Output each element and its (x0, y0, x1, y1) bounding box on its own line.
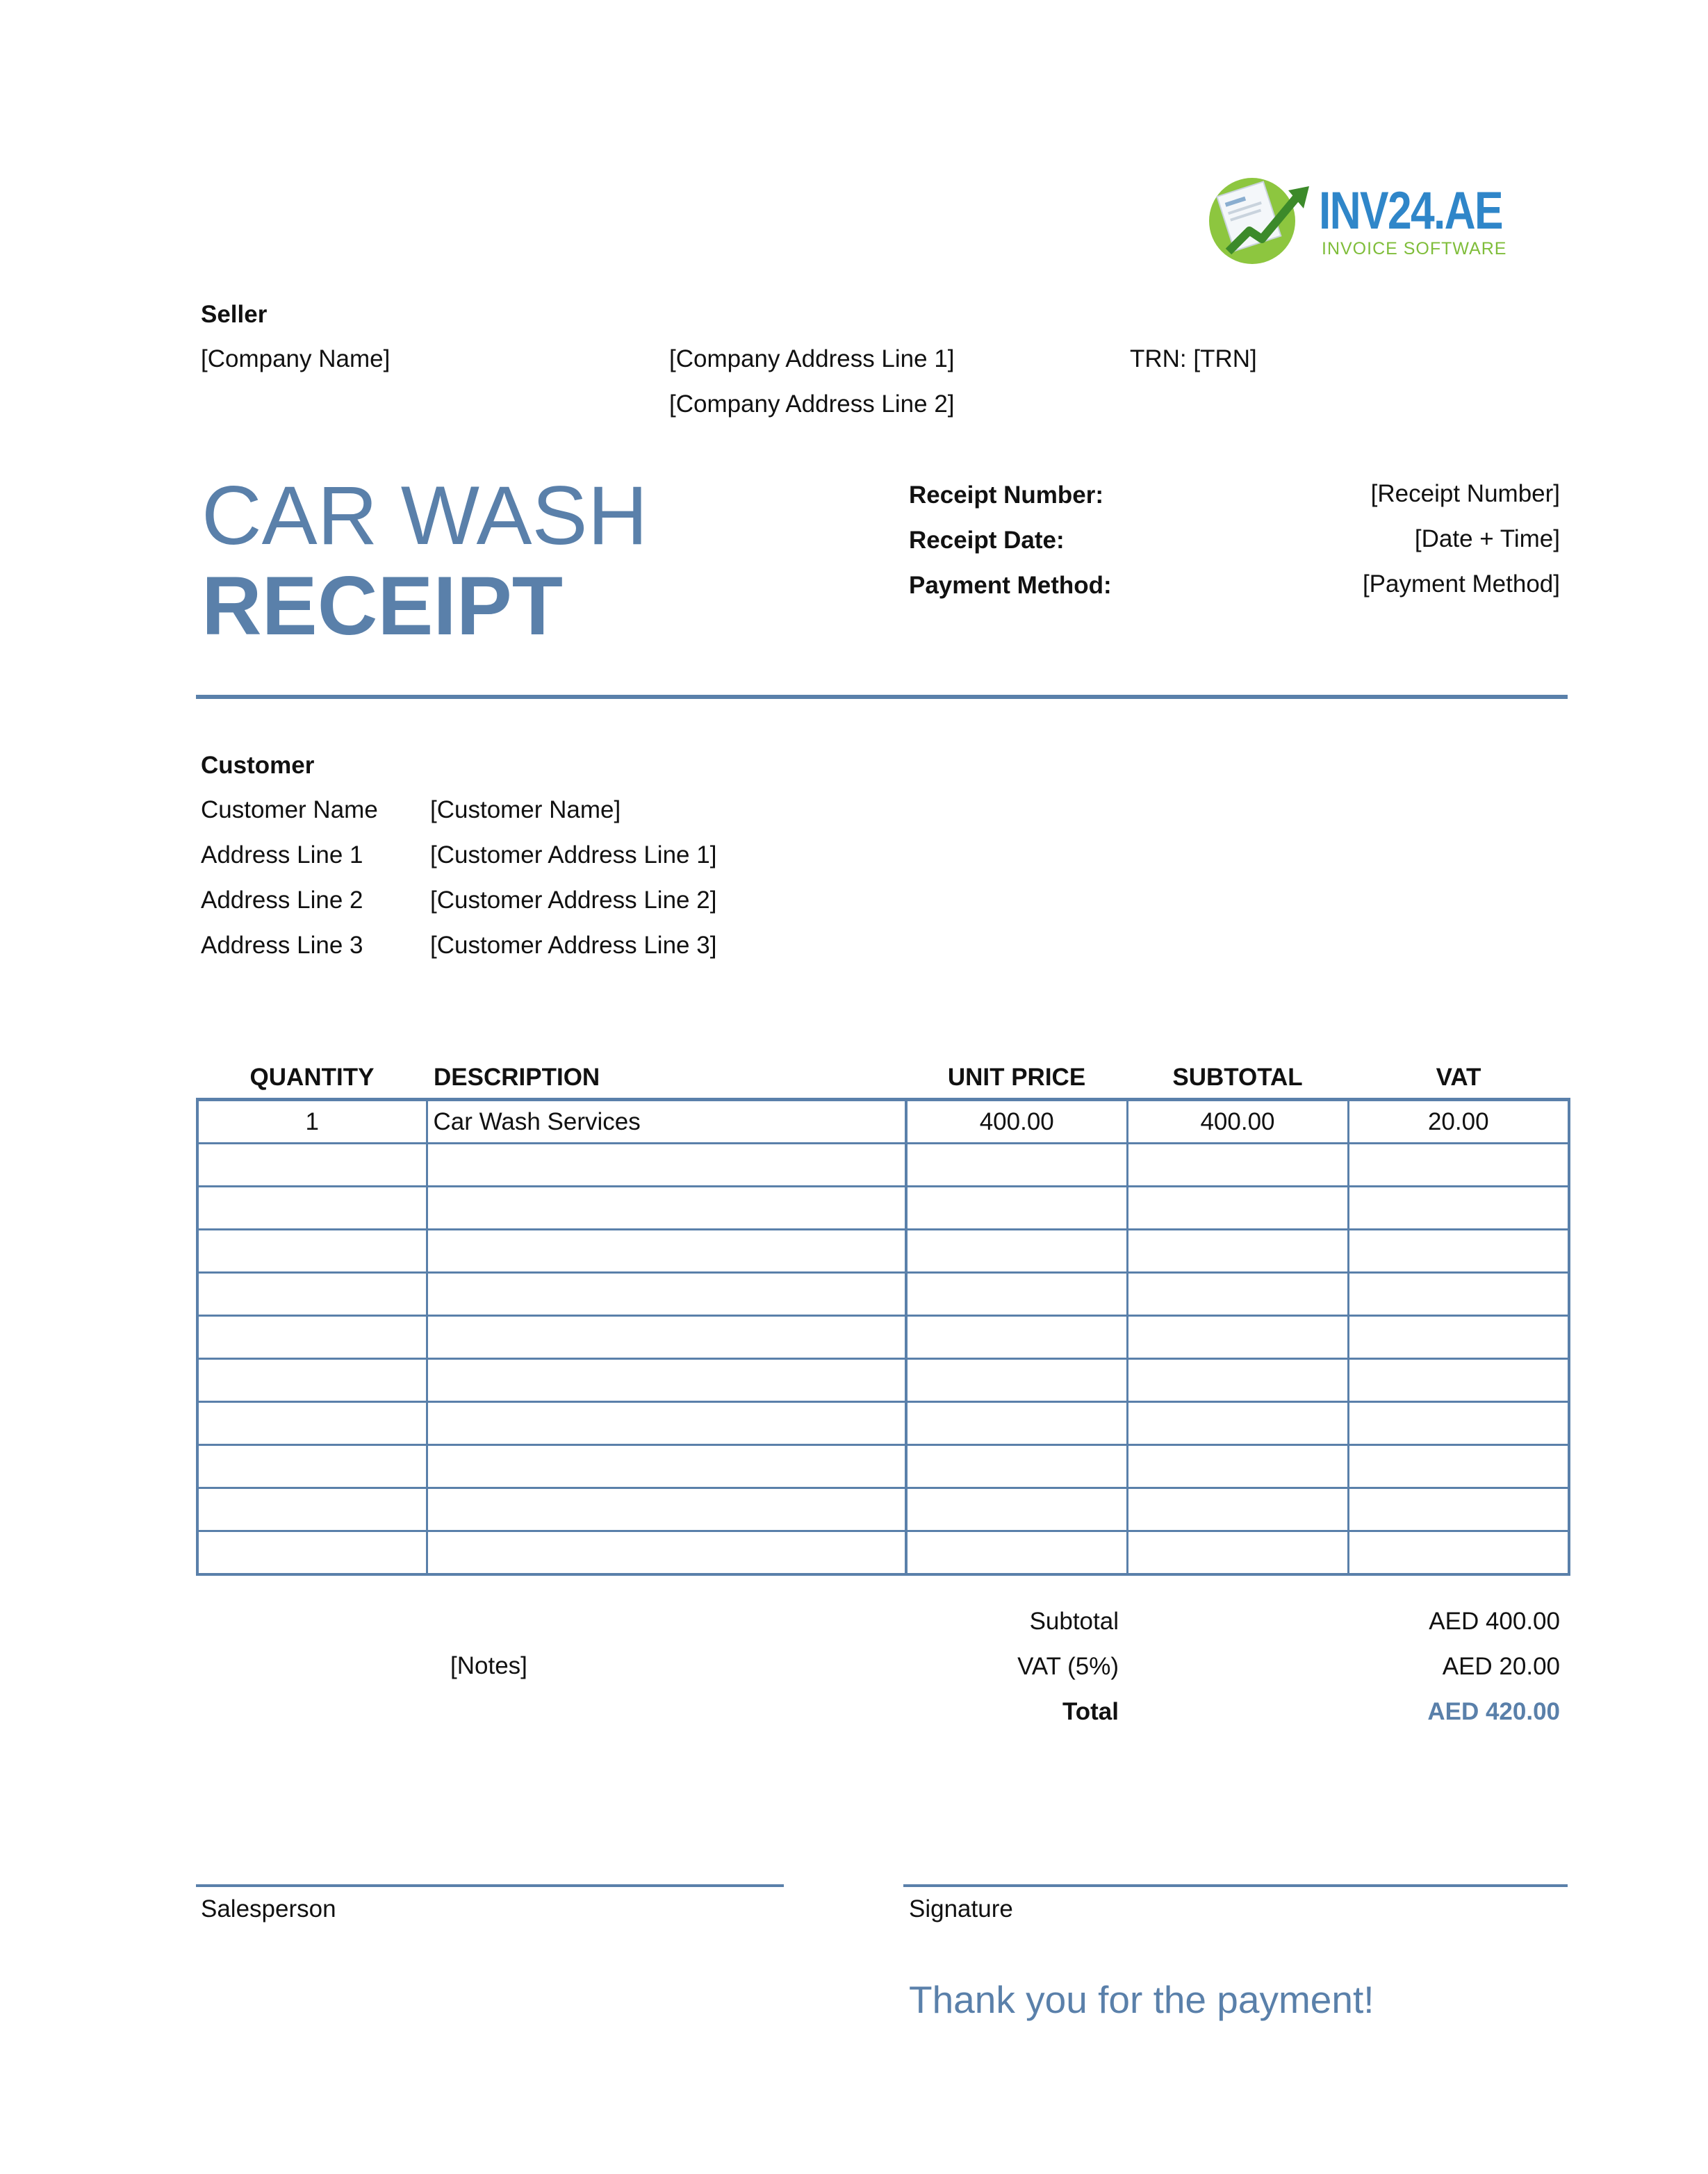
signature-line (903, 1884, 1568, 1887)
table-row (197, 1531, 1569, 1575)
vat-value: AED 20.00 (1442, 1653, 1560, 1680)
cell-quantity (197, 1144, 427, 1187)
cell-unit-price (906, 1273, 1127, 1316)
cell-vat (1348, 1316, 1569, 1359)
total-label: Total (1062, 1698, 1119, 1725)
receipt-date-value: [Date + Time] (1414, 525, 1560, 552)
seller-trn: TRN: [TRN] (1130, 345, 1257, 372)
notes-text: [Notes] (450, 1652, 527, 1679)
seller-address-line-2: [Company Address Line 2] (669, 390, 955, 418)
cell-subtotal (1127, 1230, 1348, 1273)
cell-subtotal (1127, 1359, 1348, 1402)
payment-method-label: Payment Method: (909, 572, 1112, 599)
column-header-quantity: QUANTITY (249, 1064, 375, 1091)
table-header-row (197, 1057, 1569, 1100)
logo-emblem-icon (1201, 170, 1319, 267)
salesperson-label: Salesperson (201, 1895, 336, 1922)
cell-unit-price (906, 1316, 1127, 1359)
cell-description (427, 1488, 906, 1531)
signature-label: Signature (909, 1895, 1013, 1922)
cell-vat (1348, 1187, 1569, 1230)
company-logo (1201, 170, 1520, 267)
cell-unit-price: 400.00 (906, 1100, 1127, 1144)
customer-address-2-label: Address Line 2 (201, 887, 363, 914)
cell-quantity (197, 1488, 427, 1531)
table-row (197, 1187, 1569, 1230)
logo-tagline: INVOICE SOFTWARE (1322, 239, 1507, 258)
cell-vat (1348, 1445, 1569, 1488)
customer-heading: Customer (201, 752, 315, 779)
cell-description (427, 1144, 906, 1187)
cell-unit-price (906, 1402, 1127, 1445)
cell-quantity (197, 1230, 427, 1273)
table-row (197, 1445, 1569, 1488)
thank-you-message: Thank you for the payment! (909, 1978, 1374, 2021)
items-table (196, 1057, 1570, 1576)
table-row (197, 1144, 1569, 1187)
cell-description: Car Wash Services (427, 1100, 906, 1144)
table-row (197, 1316, 1569, 1359)
cell-subtotal: 400.00 (1127, 1100, 1348, 1144)
receipt-number-value: [Receipt Number] (1370, 480, 1560, 507)
title-line-1: CAR WASH (202, 469, 648, 562)
cell-vat (1348, 1144, 1569, 1187)
cell-vat (1348, 1488, 1569, 1531)
cell-description (427, 1273, 906, 1316)
cell-vat (1348, 1402, 1569, 1445)
cell-unit-price (906, 1187, 1127, 1230)
vat-label: VAT (5%) (1017, 1653, 1119, 1680)
customer-address-3-label: Address Line 3 (201, 932, 363, 959)
column-header-vat: VAT (1436, 1064, 1481, 1091)
customer-address-1-value: [Customer Address Line 1] (430, 841, 717, 868)
salesperson-line (196, 1884, 784, 1887)
cell-description (427, 1187, 906, 1230)
receipt-number-label: Receipt Number: (909, 481, 1104, 509)
cell-subtotal (1127, 1316, 1348, 1359)
title-line-2: RECEIPT (202, 559, 564, 652)
cell-unit-price (906, 1531, 1127, 1575)
customer-address-2-value: [Customer Address Line 2] (430, 887, 717, 914)
table-row (197, 1230, 1569, 1273)
cell-quantity (197, 1531, 427, 1575)
cell-subtotal (1127, 1187, 1348, 1230)
cell-quantity (197, 1445, 427, 1488)
total-value: AED 420.00 (1427, 1698, 1560, 1725)
cell-description (427, 1359, 906, 1402)
cell-subtotal (1127, 1402, 1348, 1445)
header-divider (196, 695, 1568, 699)
cell-unit-price (906, 1488, 1127, 1531)
subtotal-label: Subtotal (1029, 1608, 1119, 1635)
cell-subtotal (1127, 1445, 1348, 1488)
cell-unit-price (906, 1144, 1127, 1187)
cell-description (427, 1316, 906, 1359)
receipt-date-label: Receipt Date: (909, 527, 1065, 554)
cell-quantity (197, 1187, 427, 1230)
cell-unit-price (906, 1359, 1127, 1402)
seller-address-line-1: [Company Address Line 1] (669, 345, 955, 372)
cell-description (427, 1230, 906, 1273)
cell-subtotal (1127, 1531, 1348, 1575)
cell-vat (1348, 1230, 1569, 1273)
cell-quantity (197, 1273, 427, 1316)
table-row (197, 1488, 1569, 1531)
seller-company-name: [Company Name] (201, 345, 391, 372)
cell-unit-price (906, 1230, 1127, 1273)
cell-vat: 20.00 (1348, 1100, 1569, 1144)
cell-quantity (197, 1402, 427, 1445)
cell-quantity: 1 (197, 1100, 427, 1144)
cell-vat (1348, 1531, 1569, 1575)
customer-address-1-label: Address Line 1 (201, 841, 363, 868)
cell-subtotal (1127, 1488, 1348, 1531)
cell-subtotal (1127, 1144, 1348, 1187)
cell-quantity (197, 1359, 427, 1402)
cell-quantity (197, 1316, 427, 1359)
table-row (197, 1402, 1569, 1445)
payment-method-value: [Payment Method] (1362, 570, 1560, 598)
column-header-subtotal: SUBTOTAL (1172, 1064, 1303, 1091)
logo-brand-text: INV24.AE (1319, 181, 1502, 240)
table-row (197, 1273, 1569, 1316)
subtotal-value: AED 400.00 (1429, 1608, 1560, 1635)
cell-vat (1348, 1359, 1569, 1402)
customer-address-3-value: [Customer Address Line 3] (430, 932, 717, 959)
column-header-description: DESCRIPTION (434, 1064, 600, 1091)
customer-name-value: [Customer Name] (430, 796, 621, 823)
cell-description (427, 1402, 906, 1445)
seller-heading: Seller (201, 301, 268, 328)
table-row (197, 1359, 1569, 1402)
table-row (197, 1100, 1569, 1144)
cell-description (427, 1531, 906, 1575)
cell-vat (1348, 1273, 1569, 1316)
cell-subtotal (1127, 1273, 1348, 1316)
cell-description (427, 1445, 906, 1488)
customer-name-label: Customer Name (201, 796, 378, 823)
column-header-unit-price: UNIT PRICE (947, 1064, 1086, 1091)
cell-unit-price (906, 1445, 1127, 1488)
